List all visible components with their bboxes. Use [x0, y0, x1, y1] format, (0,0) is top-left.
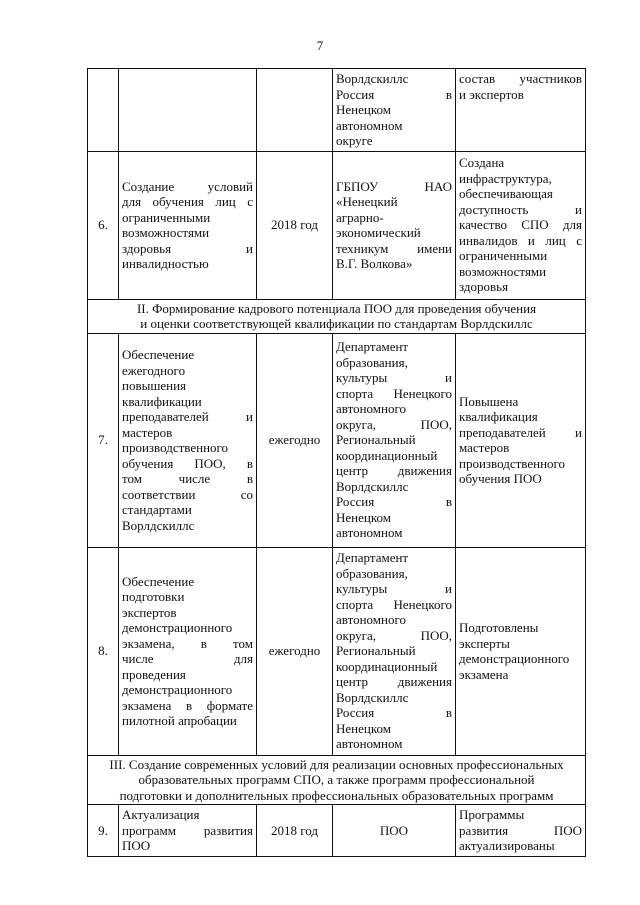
- cell-line: экзамена в формате: [122, 697, 253, 713]
- cell-line: Ненецком: [336, 720, 391, 736]
- cell-line: образовательных программ СПО, а также программ профессиональной: [138, 772, 535, 787]
- cell-line: автономного: [336, 401, 406, 417]
- table-row: [88, 805, 586, 857]
- cell-line: «Ненецкий: [336, 194, 398, 209]
- cell-line: повышения: [122, 378, 187, 393]
- cell-line: демонстрационного: [122, 682, 233, 697]
- cell-line: эксперты: [459, 635, 510, 651]
- cell-line: экзамена, в том: [122, 635, 253, 651]
- cell-line: автономного: [336, 612, 406, 628]
- cell-line: преподавателей и: [122, 409, 253, 424]
- row-number: 9.: [88, 805, 119, 857]
- cell-line: Россия в: [336, 86, 452, 102]
- cell-line: округа, ПОО,: [336, 416, 452, 432]
- cell-line: автономном: [336, 736, 403, 752]
- cell-line: Региональный: [336, 432, 416, 448]
- table-row: [88, 69, 586, 152]
- cell-line: техникум имени: [336, 240, 452, 256]
- term-cell: ежегодно: [257, 547, 333, 755]
- cell-line: координационный: [336, 658, 438, 674]
- cell-line: мастеров: [122, 424, 173, 440]
- table-row: [88, 151, 586, 299]
- cell-line: для обучения лиц с: [122, 194, 253, 209]
- cell-line: ПОО: [379, 822, 409, 838]
- section-title: [88, 299, 586, 333]
- cell-line: аграрно-: [336, 209, 384, 225]
- cell-line: Россия в: [336, 494, 452, 510]
- term-cell: 2018 год: [257, 805, 333, 857]
- cell-line: образования,: [336, 354, 408, 370]
- cell-line: Актуализация: [122, 807, 200, 822]
- cell-line: производственного: [122, 440, 229, 455]
- responsible-cell: [333, 805, 456, 857]
- cell-line: Ворлдскиллс: [336, 689, 409, 705]
- cell-line: ПОО: [122, 838, 151, 853]
- cell-line: демонстрационного: [459, 651, 570, 666]
- cell-line: обучения ПОО, в: [122, 455, 253, 471]
- table-row: [88, 547, 586, 755]
- cell-line: обеспечивающая: [459, 186, 553, 202]
- cell-line: программ развития: [122, 822, 253, 838]
- cell-line: актуализированы: [459, 838, 555, 853]
- cell-line: числе для: [122, 651, 253, 666]
- cell-line: соответствии со: [122, 486, 253, 502]
- cell-line: ежегодного: [122, 362, 186, 378]
- responsible-cell: [333, 69, 456, 152]
- cell-line: инвалидностью: [122, 256, 209, 271]
- cell-line: округе: [336, 133, 373, 148]
- cell-line: ограниченными: [459, 248, 548, 264]
- cell-line: культуры и: [336, 581, 452, 597]
- result-cell: [456, 805, 586, 857]
- activity-cell: [119, 333, 257, 547]
- cell-line: спорта Ненецкого: [336, 596, 452, 612]
- cell-line: экзамена: [459, 666, 509, 682]
- cell-line: и экспертов: [459, 86, 524, 102]
- row-number: 6.: [88, 151, 119, 299]
- section-title: [88, 755, 586, 805]
- cell-line: состав участников: [459, 71, 582, 86]
- cell-line: инфраструктура,: [459, 170, 552, 186]
- cell-line: и оценки соответствующей квалификации по стандартам Ворлдскиллс: [140, 316, 533, 331]
- cell-line: Обеспечение: [122, 573, 195, 589]
- cell-line: округа, ПОО,: [336, 627, 452, 643]
- cell-line: Ворлдскиллс: [122, 517, 195, 533]
- cell-line: преподавателей и: [459, 424, 582, 440]
- cell-line: обучения ПОО: [459, 471, 542, 486]
- cell-line: Россия в: [336, 705, 452, 721]
- result-cell: [456, 151, 586, 299]
- result-cell: [456, 333, 586, 547]
- cell-line: квалификации: [122, 393, 202, 409]
- page-number: 7: [316, 38, 324, 53]
- cell-line: демонстрационного: [122, 620, 233, 635]
- cell-line: Ворлдскиллс: [336, 71, 409, 86]
- section-header-row: [88, 299, 586, 333]
- cell-line: стандартами: [122, 502, 192, 517]
- cell-line: Обеспечение: [122, 347, 195, 362]
- cell-line: квалификация: [459, 409, 538, 424]
- cell-line: ГБПОУ НАО: [336, 178, 452, 194]
- cell-line: В.Г. Волкова»: [336, 256, 413, 271]
- cell-line: здоровья и: [122, 240, 253, 256]
- cell-line: возможностями: [459, 263, 547, 279]
- table-row: [88, 333, 586, 547]
- cell-line: культуры и: [336, 370, 452, 386]
- cell-line: экономический: [336, 225, 421, 240]
- result-cell: [456, 547, 586, 755]
- activity-cell: [119, 69, 257, 152]
- cell-line: пилотной апробации: [122, 713, 237, 728]
- cell-line: центр движения: [336, 674, 452, 690]
- responsible-cell: [333, 151, 456, 299]
- cell-line: развития ПОО: [459, 822, 582, 838]
- cell-line: Департамент: [336, 339, 409, 355]
- term-cell: ежегодно: [257, 333, 333, 547]
- cell-line: автономном: [336, 525, 403, 541]
- cell-line: Ворлдскиллс: [336, 478, 409, 494]
- table-body: [88, 69, 586, 857]
- cell-line: мастеров: [459, 440, 510, 455]
- responsible-cell: [333, 333, 456, 547]
- cell-line: образования,: [336, 565, 408, 581]
- cell-line: подготовки и дополнительных профессиональных образовательных программ: [119, 787, 554, 803]
- cell-line: том числе в: [122, 471, 253, 486]
- cell-line: Подготовлены: [459, 620, 539, 635]
- cell-line: инвалидов и лиц с: [459, 232, 582, 248]
- activity-cell: [119, 805, 257, 857]
- cell-line: центр движения: [336, 463, 452, 479]
- activity-cell: [119, 547, 257, 755]
- result-cell: [456, 69, 586, 152]
- cell-line: II. Формирование кадрового потенциала ПОО для проведения обучения: [136, 300, 537, 316]
- activity-cell: [119, 151, 257, 299]
- activity-plan-table: [87, 68, 586, 857]
- cell-line: координационный: [336, 447, 438, 463]
- term-cell: 2018 год: [257, 151, 333, 299]
- cell-line: качество СПО для: [459, 217, 582, 233]
- responsible-cell: [333, 547, 456, 755]
- cell-line: Региональный: [336, 643, 416, 659]
- cell-line: спорта Ненецкого: [336, 385, 452, 401]
- row-number: 8.: [88, 547, 119, 755]
- cell-line: экспертов: [122, 604, 177, 620]
- cell-line: Создание условий: [122, 178, 253, 194]
- cell-line: производственного: [459, 455, 566, 471]
- cell-line: Ненецком: [336, 509, 391, 525]
- section-header-row: [88, 755, 586, 805]
- cell-line: возможностями: [122, 225, 210, 240]
- cell-line: автономном: [336, 117, 403, 133]
- cell-line: Создана: [459, 155, 505, 171]
- cell-line: здоровья: [459, 279, 509, 295]
- term-cell: [257, 69, 333, 152]
- cell-line: Департамент: [336, 550, 409, 566]
- row-number: [88, 69, 119, 152]
- cell-line: ограниченными: [122, 209, 211, 225]
- cell-line: проведения: [122, 666, 186, 682]
- row-number: 7.: [88, 333, 119, 547]
- cell-line: подготовки: [122, 589, 185, 604]
- cell-line: Ненецком: [336, 102, 391, 117]
- cell-line: Повышена: [459, 393, 519, 409]
- cell-line: Программы: [459, 807, 525, 822]
- cell-line: III. Создание современных условий для реализации основных профессиональных: [109, 756, 564, 772]
- cell-line: доступность и: [459, 201, 582, 217]
